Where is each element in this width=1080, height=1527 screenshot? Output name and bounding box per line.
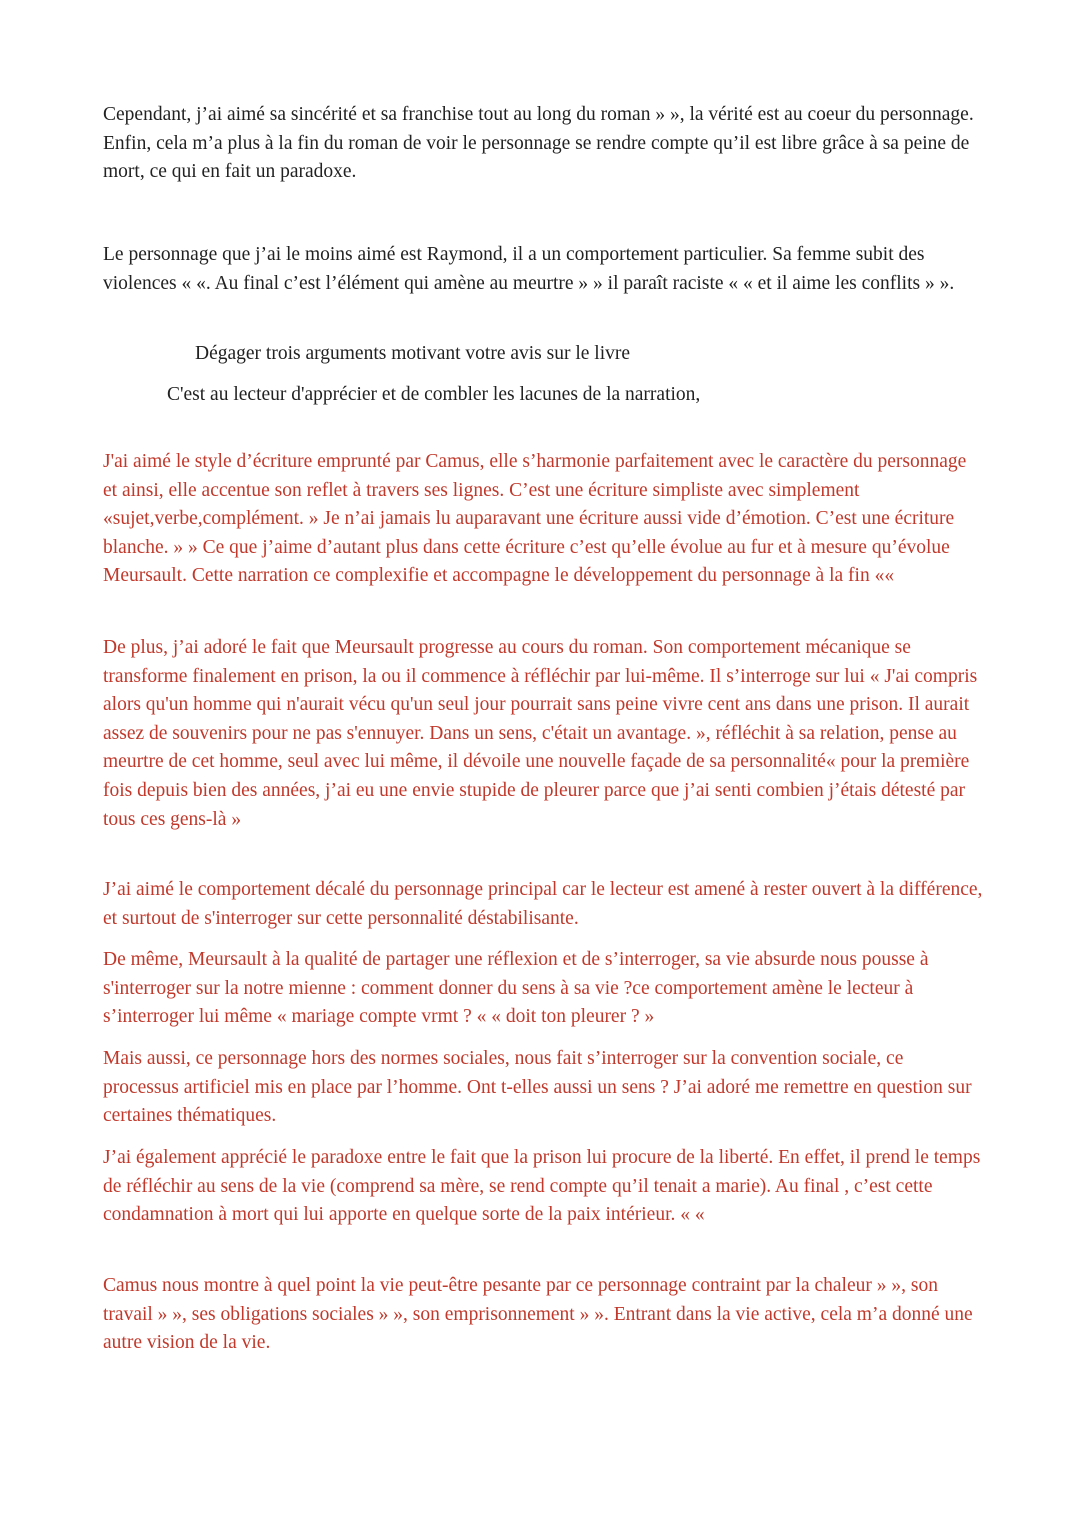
section-heading: Dégager trois arguments motivant votre avis sur le livre <box>195 343 631 364</box>
argument-writing-style: J'ai aimé le style d’écriture emprunté par Camus, elle s’harmonie parfaitement avec le caractère du personnage et ainsi, elle accentue son reflet à travers ses lignes. C’est une écriture simpliste avec simplement «sujet,verbe,complément. » Je n’ai jamais lu auparavant une écriture aussi vide d’émotion. C’est une écriture blanche. » » Ce que j’aime d’autant plus dans cette écriture c’est qu’elle évolue au fur et à mesure qu’évolue Meursault. Cette narration ce complexifie et accompagne le développement du personnage à la fin «« <box>103 451 967 587</box>
argument-progression: De plus, j’ai adoré le fait que Meursault progresse au cours du roman. Son comportement mécanique se transforme finalement en prison, la ou il commence à réfléchir par lui-même. Il s’interroge sur lui « J'ai compris alors qu'un homme qui n'aurait vécu qu'un seul jour pourrait sans peine vivre cent ans dans une prison. Il aurait assez de souvenirs pour ne pas s'ennuyer. Dans un sens, c'était un avantage. », réfléchit à sa relation, pense au meurtre de cet homme, seul avec lui même, il dévoile une nouvelle façade de sa personnalité« pour la première fois depuis bien des années, j’ai eu une envie stupide de pleurer parce que j’ai senti combien j’étais détesté par tous ces gens-là » <box>103 637 978 830</box>
paragraph-sincerity: Cependant, j’ai aimé sa sincérité et sa franchise tout au long du roman » », la vérité est au coeur du personnage. Enfin, cela m’a plus à la fin du roman de voir le personnage se rendre compte qu’il est libre grâce à sa peine de mort, ce qui en fait un paradoxe. <box>103 104 974 183</box>
argument-reflection: De même, Meursault à la qualité de partager une réflexion et de s’interroger, sa vie absurde nous pousse à s'interroger sur la notre mienne : comment donner du sens à sa vie ?ce comportement amène le lecteur à s’interroger lui même « mariage compte vrmt ? « « doit ton pleurer ? » <box>103 949 929 1028</box>
argument-behaviour: J’ai aimé le comportement décalé du personnage principal car le lecteur est amené à rester ouvert à la différence, et surtout de s'interroger sur cette personnalité déstabilisante. <box>103 879 983 929</box>
argument-paradox: J’ai également apprécié le paradoxe entre le fait que la prison lui procure de la liberté. En effet, il prend le temps de réfléchir au sens de la vie (comprend sa mère, se rend compte qu’il tenait a marie). Au final , c’est cette condamnation à mort qui lui apporte en quelque sorte de la paix intérieur. « « <box>103 1147 981 1226</box>
paragraph-raymond: Le personnage que j’ai le moins aimé est Raymond, il a un comportement particulier. Sa femme subit des violences « «. Au final c’est l’élément qui amène au meurtre » » il paraît raciste « « et il aime les conflits » ». <box>103 244 955 294</box>
section-subheading: C'est au lecteur d'apprécier et de combler les lacunes de la narration, <box>167 384 701 405</box>
argument-heavy-life: Camus nous montre à quel point la vie peut-être pesante par ce personnage contraint par la chaleur » », son travail » », ses obligations sociales » », son emprisonnement » ». Entrant dans la vie active, cela m’a donné une autre vision de la vie. <box>103 1275 973 1354</box>
argument-social-norms: Mais aussi, ce personnage hors des normes sociales, nous fait s’interroger sur la convention sociale, ce processus artificiel mis en place par l’homme. Ont t-elles aussi un sens ? J’ai adoré me remettre en question sur certaines thématiques. <box>103 1048 972 1127</box>
